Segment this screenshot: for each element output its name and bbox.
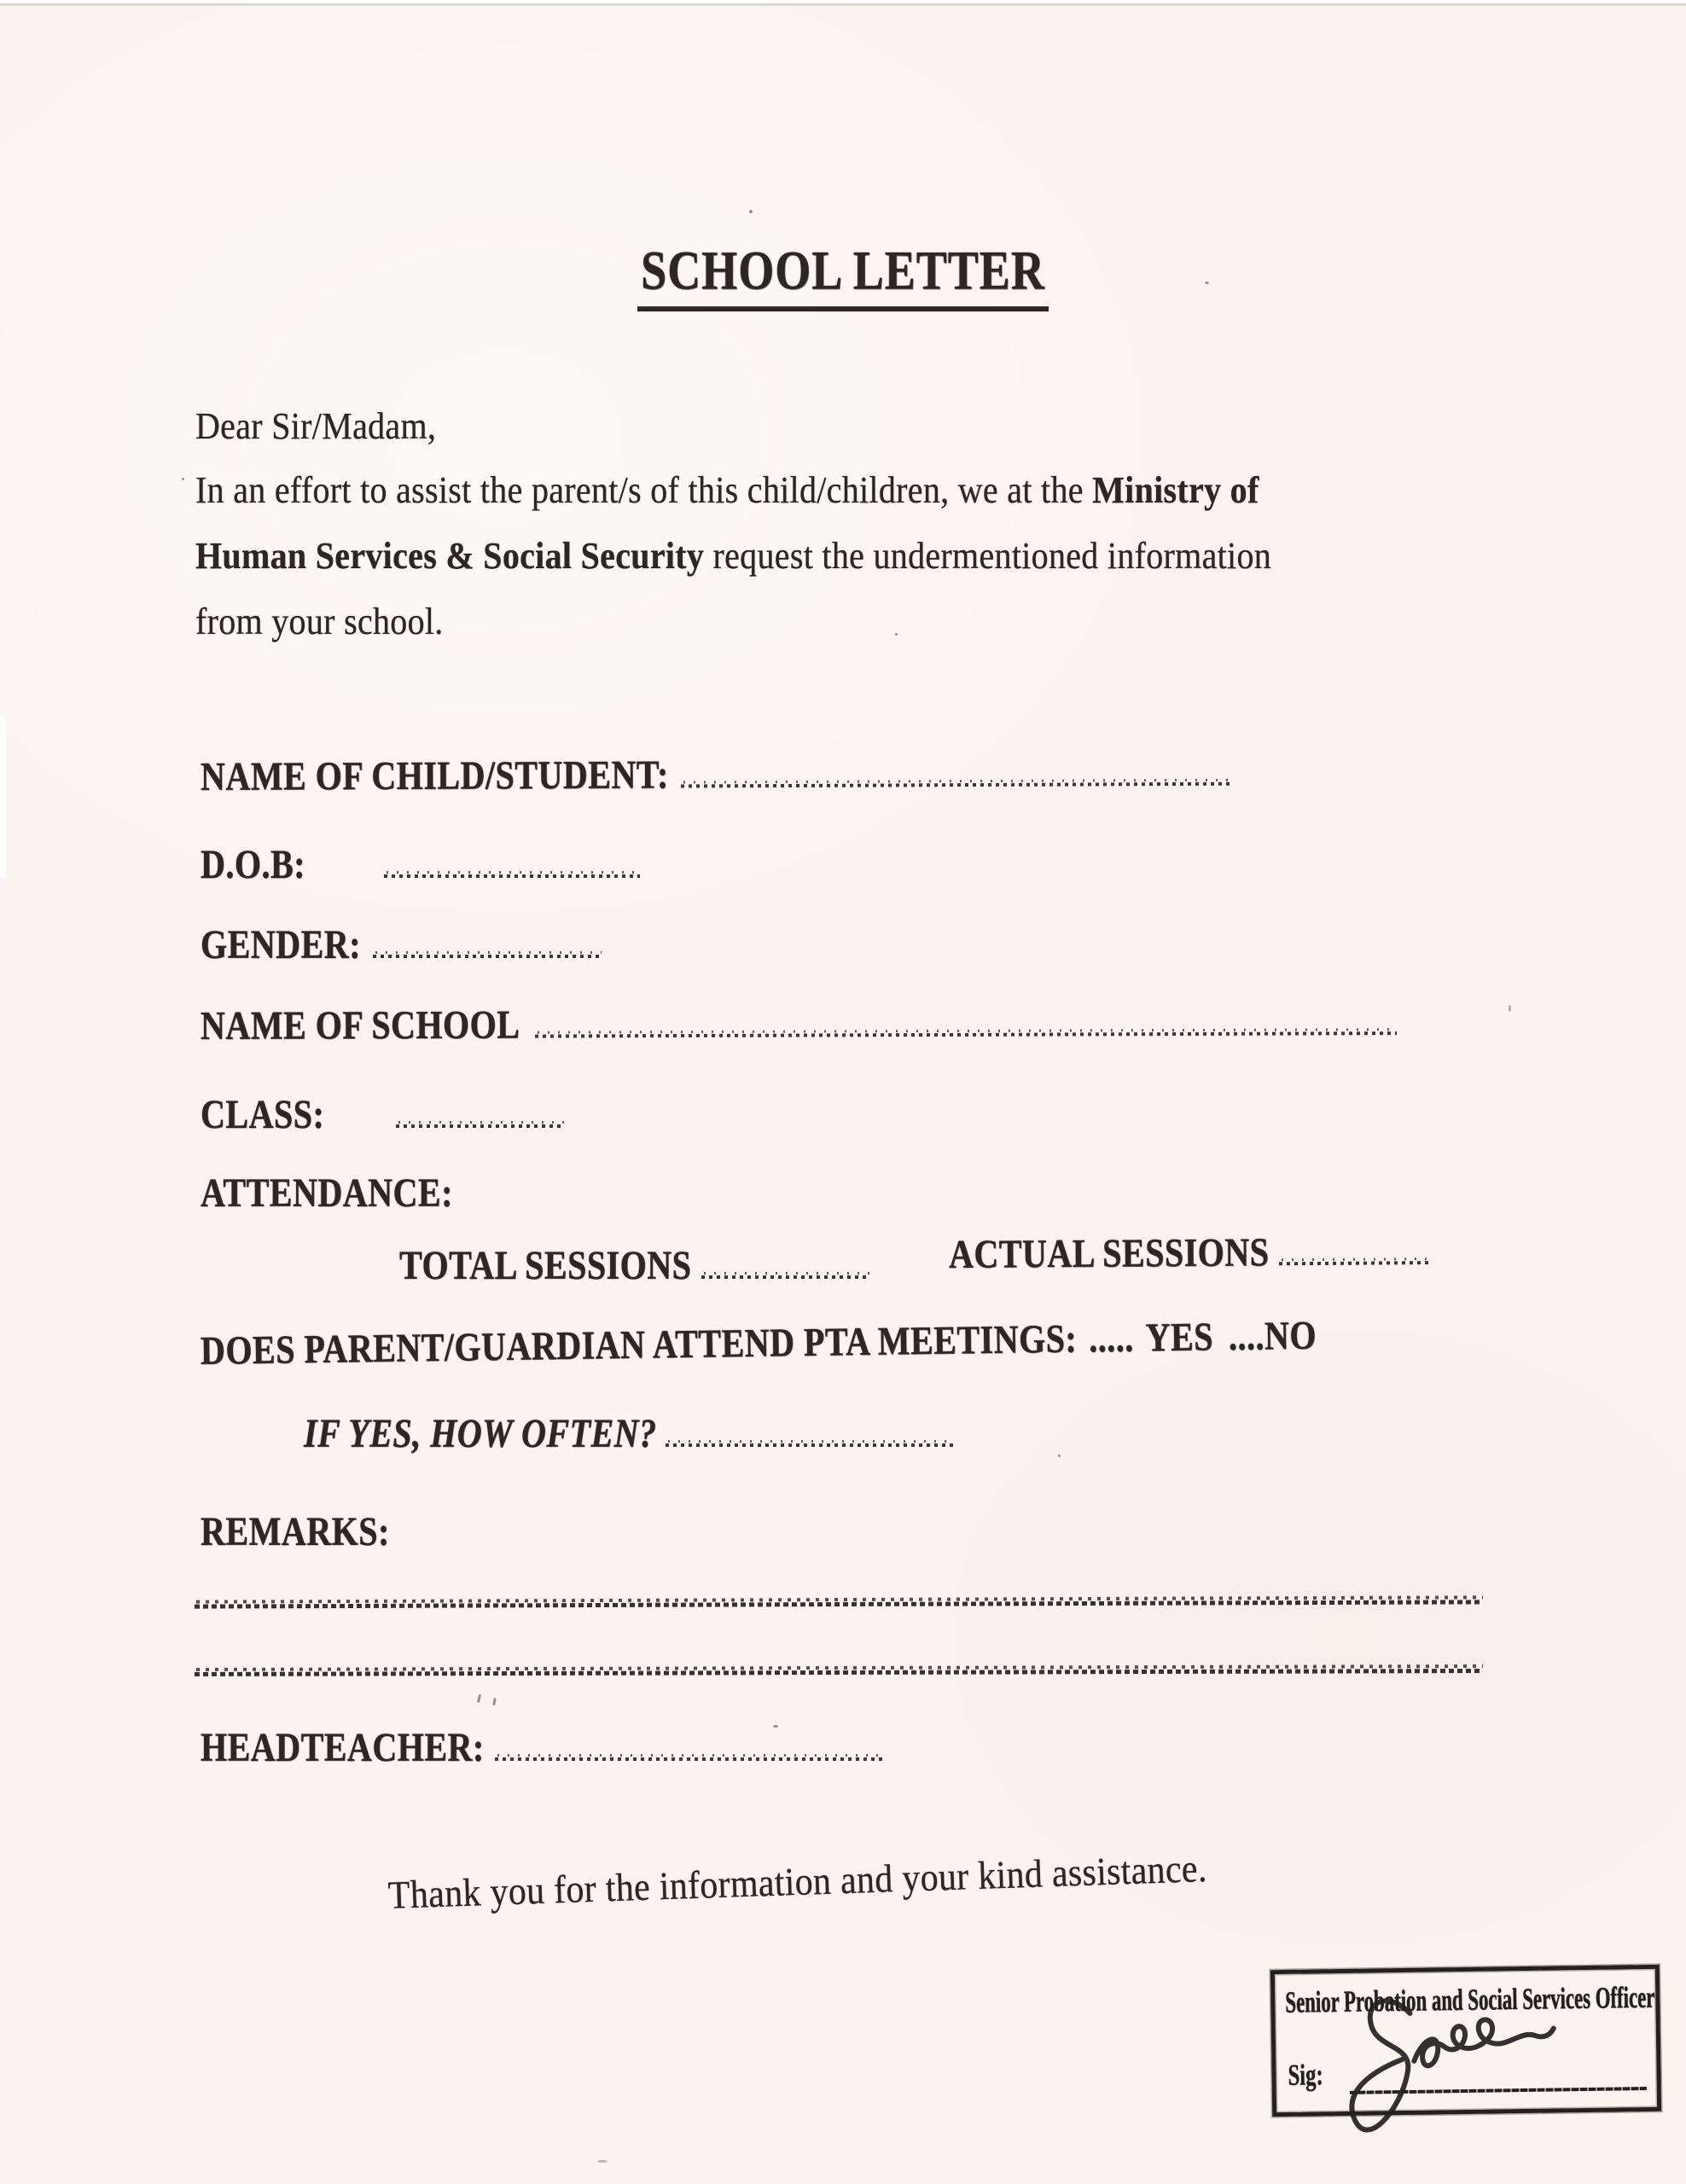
total-sessions-label: TOTAL SESSIONS [399,1242,692,1288]
scan-speck [749,210,753,213]
salutation: Dear Sir/Madam, [195,404,437,447]
field-remarks [201,1508,390,1554]
field-if-yes-how-often [304,1410,954,1456]
signature-scribble [1317,1982,1584,2164]
document-title [0,240,1686,310]
pta-meetings-label: DOES PARENT/GUARDIAN ATTEND PTA MEETINGS: [200,1316,1078,1374]
class-label: CLASS: [201,1091,325,1137]
if-yes-label: IF YES, HOW OFTEN? [304,1410,657,1456]
closing-text: Thank you for the information and your kind assistance. [387,1847,1208,1918]
field-pta-meetings [200,1312,1317,1374]
field-dob [201,841,640,887]
field-gender [201,921,602,967]
scan-speck [477,1694,481,1703]
intro-line1-bold: Ministry of [1092,468,1259,511]
scan-left-edge-artifact [0,717,6,879]
child-name-blank [681,778,1234,788]
scan-speck [1205,282,1209,284]
dob-blank [384,870,640,878]
scan-speck [182,478,184,480]
school-label: NAME OF SCHOOL [200,1002,520,1048]
pta-yes-label: YES [1145,1313,1214,1361]
field-child-name [200,751,1234,799]
total-sessions-blank [701,1271,870,1279]
school-blank [535,1027,1397,1038]
field-class [201,1091,565,1137]
gender-label: GENDER: [201,921,361,967]
remarks-label: REMARKS: [201,1508,390,1554]
scan-speck [597,2160,608,2163]
intro-line2-normal: request the undermentioned information [704,534,1272,577]
actual-sessions-label: ACTUAL SESSIONS [948,1228,1270,1277]
intro-line-3: from your school. [195,600,444,642]
if-yes-blank [666,1439,954,1447]
intro-line-2 [195,534,1272,577]
field-headteacher [201,1724,886,1770]
class-blank [396,1120,565,1128]
intro-line1-normal: In an effort to assist the parent/s of this child/children, we at the [195,468,1093,511]
document-title-text: SCHOOL LETTER [637,239,1049,311]
closing-line [387,1847,1208,1918]
scan-speck [895,633,898,636]
field-attendance [201,1170,453,1216]
remarks-line-1 [195,1594,1483,1608]
gender-blank [373,950,602,958]
pta-no-dots: .... [1228,1312,1265,1359]
scan-speck [773,1725,778,1728]
headteacher-blank [495,1753,886,1761]
headteacher-label: HEADTEACHER: [201,1724,485,1770]
intro-line-1 [195,468,1259,511]
scan-speck [1058,1455,1061,1457]
scan-top-edge-artifact [0,0,1686,10]
officer-stamp [1270,1965,1661,2117]
field-actual-sessions [948,1228,1429,1277]
dob-label: D.O.B: [201,841,305,887]
scan-speck [1509,1005,1511,1012]
scan-speck [492,1698,497,1705]
field-total-sessions [399,1242,870,1288]
pta-no-label: NO [1264,1312,1317,1359]
remarks-line-2 [195,1664,1483,1676]
child-name-label: NAME OF CHILD/STUDENT: [200,751,669,799]
intro-line2-bold: Human Services & Social Security [195,534,705,577]
stamp-sig-label: Sig: [1288,2059,1323,2093]
pta-yes-dots: ..... [1088,1315,1135,1361]
field-school [201,1004,1398,1048]
stamp-title: Senior Probation and Social Services Officer [1285,1980,1655,2019]
actual-sessions-blank [1279,1257,1428,1265]
attendance-label: ATTENDANCE: [201,1170,453,1216]
